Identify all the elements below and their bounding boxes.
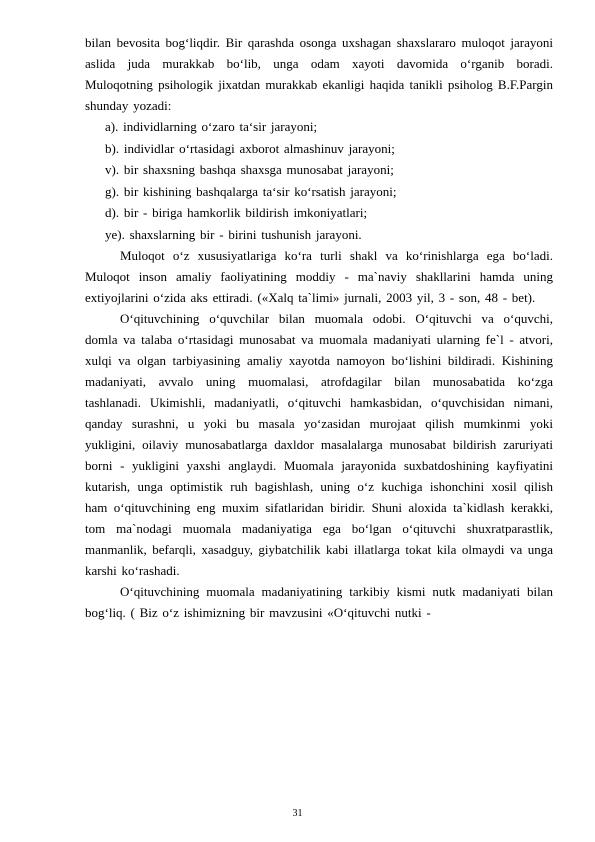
paragraph-muloqot: Muloqot o‘z xususiyatlariga ko‘ra turli shakl va ko‘rinishlarga ega bo‘ladi. Muloqot inson amaliy faoliyatining moddiy - ma`naviy shakllarini hamda uning extiyojlarini o‘zida aks ettiradi. («Xalq ta`limi» jurnali, 2003 yil, 3 - son, 48 - bet). (85, 248, 553, 305)
list-item: v). bir shaxsning bashqa shaxsga munosabat jarayoni; (105, 162, 394, 177)
list-item: g). bir kishining bashqalarga ta‘sir ko‘rsatish jarayoni; (105, 183, 397, 199)
list-item: d). bir - biriga hamkorlik bildirish imkoniyatlari; (105, 205, 368, 220)
definition-list (85, 116, 553, 245)
paragraph-nutk-madaniyati: O‘qituvchining muomala madaniyatining tarkibiy kismi nutk madaniyati bilan bog‘liq. ( Biz o‘z ishimizning bir mavzusini «O‘qituvchi nutki - (85, 584, 553, 620)
list-item: b). individlar o‘rtasidagi axborot almashinuv jarayoni; (105, 140, 395, 156)
paragraph-muomala-odobi: O‘qituvchining o‘quvchilar bilan muomala odobi. O‘qituvchi va o‘quvchi, domla va talaba o‘rtasidagi munosabat va muomala madaniyati ularning fe`l - atvori, xulqi va olgan tarbiyasining amaliy xayotda namoyon bo‘lishini bildiradi. Kishining madaniyati, avvalo uning muomalasi, atrofdagilar bilan munosabatida ko‘zga tashlanadi. Ukimishli, madaniyatli, o‘qituvchi hamkasbidan, o‘quvchisidan nimani, qanday surashni, u yoki bu masala yo‘zasidan murojaat qilish mumkinmi yoki yukligini, oilaviy munosabatlarga daxldor masalalarga munosabat bildirish zaruriyati borni - yukligini yaxshi anglaydi. Muomala jarayonida suxbatdoshining kayfiyatini kutarish, unga optimistik ruh bagishlash, uning o‘z kuchiga ishonchini xosil qilish ham o‘qituvchining eng muxim sifatlaridan biridir. Shuni aloxida ta`kidlash kerakki, tom ma`nodagi muomala madaniyatiga ega bo‘lgan o‘qituvchi shuxratparastlik, manmanlik, befarqli, xasadguy, giybatchilik kabi illatlarga tokat kila olmaydi va unga karshi ko‘rashadi. (85, 311, 553, 578)
page-number: 31 (292, 808, 303, 819)
list-item: ye). shaxslarning bir - birini tushunish jarayoni. (105, 226, 362, 242)
page-content (85, 32, 553, 623)
list-item: a). individlarning o‘zaro ta‘sir jarayoni; (105, 119, 318, 134)
paragraph-intro: bilan bevosita bog‘liqdir. Bir qarashda osonga uxshagan shaxslararo muloqot jarayoni aslida juda murakkab bo‘lib, unga odam xayoti davomida o‘rganib boradi. Muloqotning psihologik jixatdan murakkab ekanligi haqida tanikli psiholog B.F.Pargin shunday yozadi: (85, 35, 553, 113)
